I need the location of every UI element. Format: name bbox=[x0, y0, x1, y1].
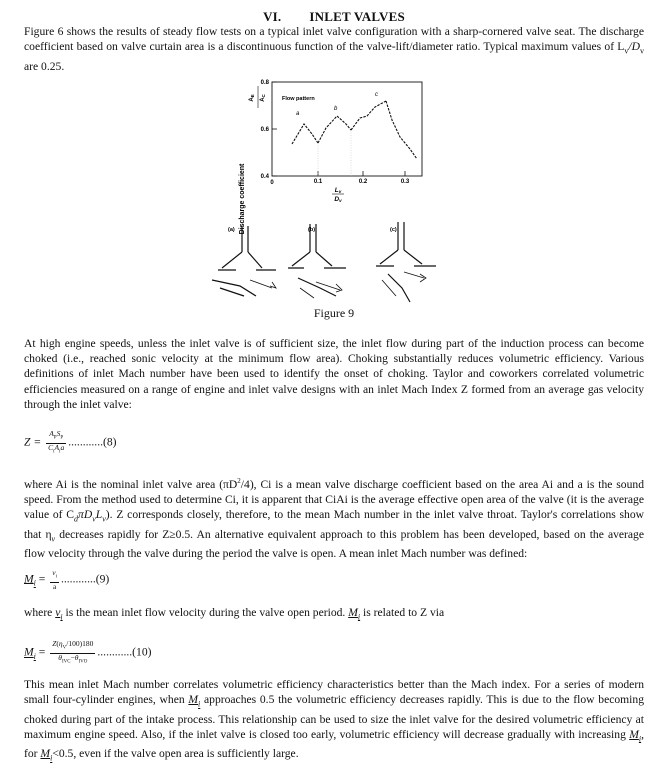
paragraph-conclusion: This mean inlet Mach number correlates volumetric efficiency characteristics better than the Mach index. For a series of modern small four-cylinder engines, when $M_i$ approaches 0.5 the volumetric efficiency decreases rapidly. This is due to the flow becoming choked during part of the intake process. This relationship can be used to size the inlet valve for the desired volumetric efficiency at maximum engine speed. Also, if the inlet valve is closed too early, volumetric efficiency will decrease gradually with increasing $M_i$, for $M_i<0.5$, even if the valve open area is sufficiently large. bbox=[24, 678, 644, 763]
x-tick-3: 0.3 bbox=[400, 179, 410, 185]
figure-caption: Figure 9 bbox=[313, 306, 355, 320]
equation-8 bbox=[24, 430, 117, 456]
eq9-lhs: M bbox=[24, 572, 34, 586]
x-label-top: Lv bbox=[334, 187, 342, 194]
eq10-tag: ............(10) bbox=[97, 645, 152, 659]
figure-9 bbox=[200, 74, 460, 306]
p3-d: L bbox=[95, 508, 103, 522]
eq9-fraction: $\frac{v_i}{a}$ bbox=[52, 568, 57, 591]
panel-label-b: (b) bbox=[308, 227, 316, 233]
panel-label-a: (a) bbox=[228, 227, 235, 233]
x-tick-0: 0 bbox=[270, 180, 274, 186]
intro-sub-v: v bbox=[624, 46, 629, 56]
point-label-b: b bbox=[334, 106, 338, 112]
paragraph-definitions: where Ai is the nominal inlet valve area $(\pi D^2/4)$, Ci is a mean valve discharge coefficient based on the area Ai and a is the sound speed. From the method used to determine Ci, it is apparent that CiAi is the average effective open area of the valve (it is the average value of $C_d\pi D_vL_v$). Z corresponds closely, therefore, to the mean Mach number in the inlet valve throat. Taylor's correlations show that $\eta_v$ decreases rapidly for Z≥0.5. An alternative equivalent approach to this problem has been developed, based on the average flow velocity through the valve during the period the valve is open. A mean inlet Mach number was defined: bbox=[24, 477, 644, 561]
eq10-lhs: M bbox=[24, 645, 34, 659]
intro-ratio: /D bbox=[628, 40, 640, 54]
valve-diagram-b bbox=[288, 224, 346, 298]
y-axis-label: Discharge coefficient bbox=[239, 163, 246, 235]
p5-a: This mean inlet Mach number correlates volumetric efficiency characteristics better than the Mach index. For a series of modern small four-cylinder engines, when bbox=[24, 678, 644, 707]
y-ratio-bot: AC bbox=[260, 94, 266, 102]
p3-b: /4), Ci is a mean valve discharge coefficient based on the area Ai and a is the sound speed. From the method used to determine Ci, it is apparent that CiAi is the average effective open area of the valve (it is the average value of C bbox=[24, 477, 644, 522]
point-label-c: c bbox=[375, 92, 378, 98]
y-ratio-top: AE bbox=[249, 94, 255, 102]
y-tick-1: 0.6 bbox=[260, 127, 269, 133]
p5-d: <0.5, even if the valve open area is sufficiently large. bbox=[52, 747, 299, 761]
p4-a: where bbox=[24, 606, 56, 619]
p4-b: is the mean inlet flow velocity during the valve open period. bbox=[62, 606, 349, 619]
p4-c: is related to Z via bbox=[360, 606, 445, 619]
p3-a: where Ai is the nominal inlet valve area (πD bbox=[24, 477, 238, 491]
intro-end: are 0.25. bbox=[24, 59, 65, 73]
discharge-curve bbox=[292, 101, 417, 159]
intro-text: Figure 6 shows the results of steady flow tests on a typical inlet valve configuration with a sharp-cornered valve seat. The discharge coefficient based on valve curtain area is a discontinuous function of the valve-lift/diameter ratio. Typical maximum values of L bbox=[24, 25, 644, 54]
paragraph-intro bbox=[24, 24, 644, 74]
equation-9: $M_i$ = $\frac{v_i}{a}$ ............(9) bbox=[24, 568, 110, 591]
p5-c: , for bbox=[24, 727, 644, 761]
p3-c: πD bbox=[78, 508, 93, 522]
eq9-tag: ............(9) bbox=[60, 572, 110, 586]
p3-f: decreases rapidly for Z≥0.5. An alternative equivalent approach to this problem has been developed, based on the average flow velocity through the valve during the period the valve is open. A mean inlet Mach number was defined: bbox=[24, 527, 644, 561]
valve-diagram-c bbox=[376, 222, 436, 302]
paragraph-choking: At high engine speeds, unless the inlet valve is of sufficient size, the inlet flow during part of the induction process can become choked (i.e., reached sonic velocity at the minimum flow area). Choking substantially reduces volumetric efficiency. Various definitions of inlet Mach number have been used to identify the onset of choking. Taylor and coworkers correlated volumetric efficiencies measured on a range of engine and inlet valve designs with an inlet Mach Index Z formed from an average gas velocity through the inlet valve: bbox=[24, 337, 644, 411]
eq8-lhs: Z = bbox=[24, 435, 42, 449]
eq8-fraction: $\frac{A_PS_P}{C_iA_ia}$ bbox=[48, 429, 65, 454]
valve-diagram-a bbox=[212, 226, 276, 296]
section-title: INLET VALVES bbox=[309, 9, 405, 24]
x-label-bot: Dv bbox=[334, 196, 342, 203]
section-heading bbox=[0, 9, 668, 25]
point-label-a: a bbox=[296, 111, 300, 117]
intro-sub-v2: v bbox=[640, 46, 644, 56]
eq8-tag: ............(8) bbox=[68, 435, 117, 449]
p5-b: approaches 0.5 the volumetric efficiency decreases rapidly. This is due to the flow becoming choked during part of the intake process. This relationship can be used to size the inlet valve for the desired volumetric efficiency at maximum engine speed. Also, if the inlet valve is closed too early, volumetric efficiency will decrease gradually with increasing bbox=[24, 693, 644, 741]
equation-10: $M_i$ = $\frac{Z(\eta_V/100)180}{\theta_{IVC}-\theta_{IVO}}$ ............(10) bbox=[24, 639, 152, 664]
flow-pattern-label: Flow pattern bbox=[282, 96, 315, 102]
panel-label-c: (c) bbox=[390, 227, 397, 233]
x-tick-1: 0.1 bbox=[313, 179, 323, 185]
y-tick-0: 0.8 bbox=[260, 80, 269, 86]
vi-symbol: v bbox=[55, 606, 61, 619]
eq10-fraction: $\frac{Z(\eta_V/100)180}{\theta_{IVC}-\theta_{IVO}}$ bbox=[52, 639, 94, 664]
section-number: VI. bbox=[263, 9, 282, 24]
p3-e: ). Z corresponds closely, therefore, to the mean Mach number in the inlet valve throat. Taylor's correlations show that η bbox=[24, 508, 644, 541]
y-tick-2: 0.4 bbox=[260, 174, 269, 180]
x-tick-2: 0.2 bbox=[358, 179, 368, 185]
mi-symbol: M bbox=[348, 606, 358, 619]
paragraph-mean-velocity: where $v_i$ is the mean inlet flow velocity during the valve open period. $M_i$ is related to Z via bbox=[24, 606, 445, 622]
